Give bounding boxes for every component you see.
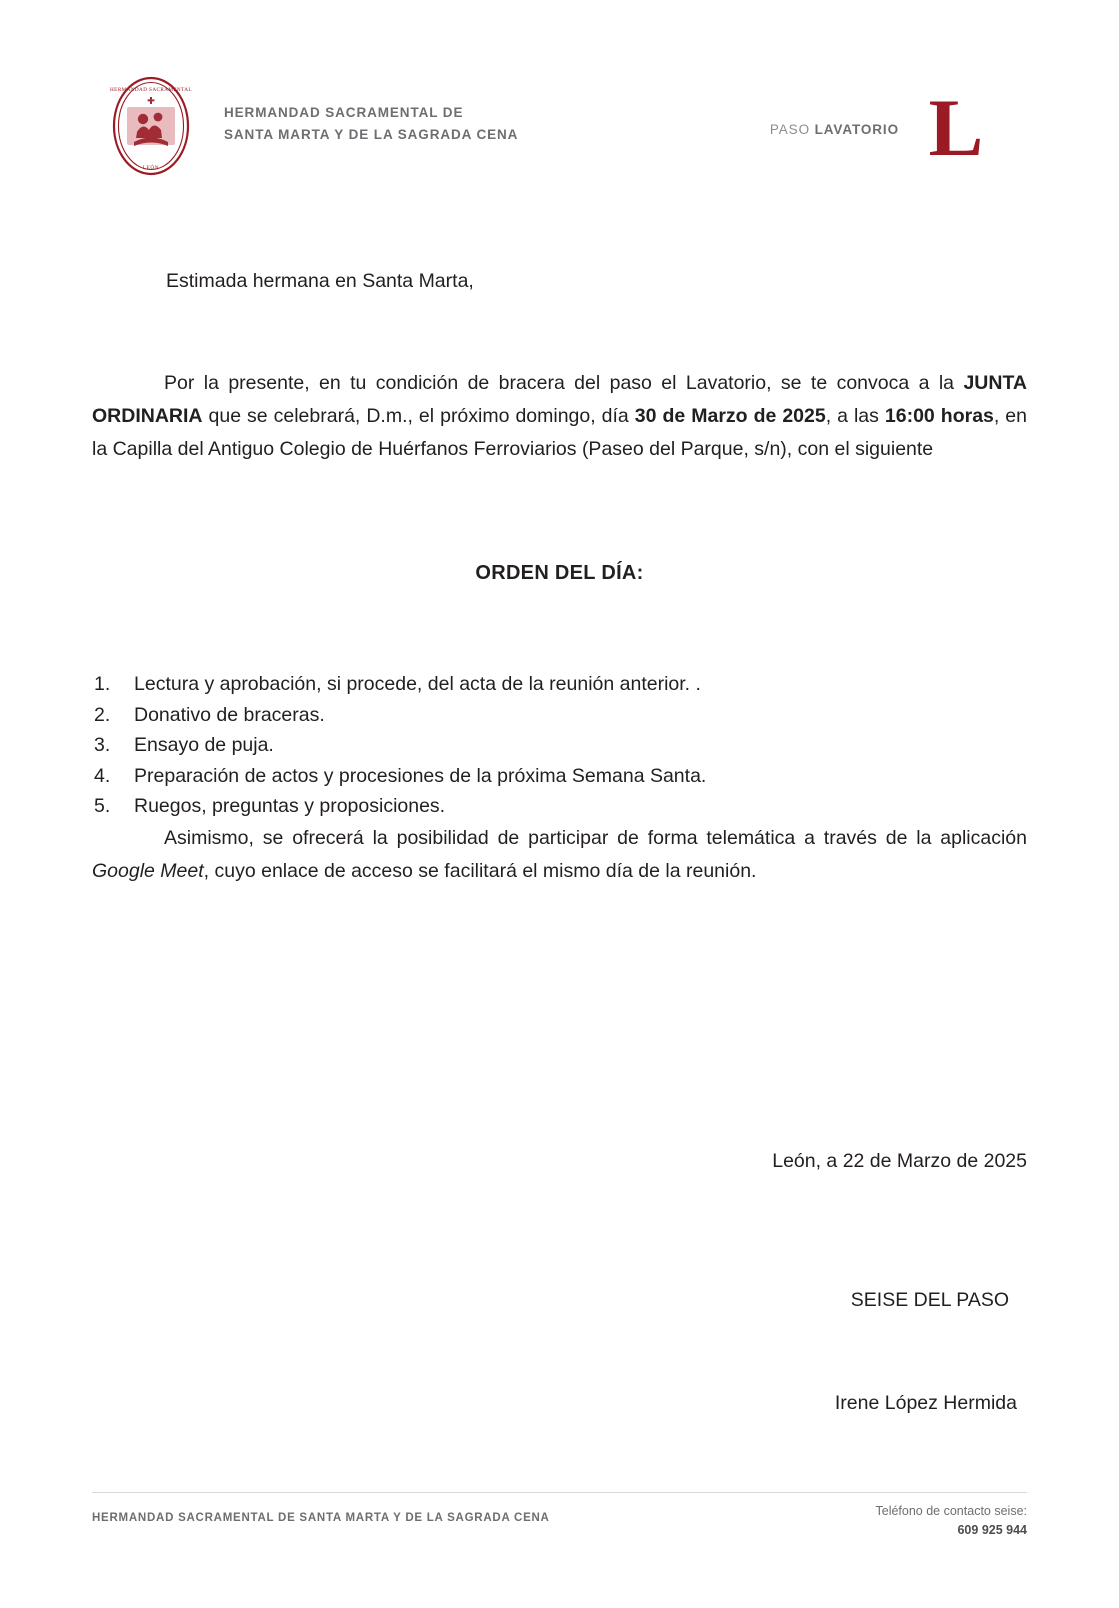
svg-text:LEÓN: LEÓN (142, 165, 160, 171)
place-and-date: León, a 22 de Marzo de 2025 (772, 1150, 1027, 1172)
list-item: Ensayo de puja. (134, 734, 274, 756)
para2-text1: Asimismo, se ofrecerá la posibilidad de participar de forma telemática a través de la aplicación (164, 826, 1027, 849)
para1-text3: , a las (825, 405, 885, 427)
letter-body (92, 270, 1027, 888)
footer-contact-label: Teléfono de contacto seise: (875, 1504, 1027, 1518)
footer-phone-number: 609 925 944 (957, 1523, 1027, 1537)
signature-name: Irene López Hermida (834, 1392, 1017, 1414)
document-header (92, 70, 1027, 180)
para1-text1: Por la presente, en tu condición de bracera del paso el Lavatorio, se te convoca a la (164, 372, 964, 394)
organization-name (224, 102, 518, 146)
para1-text4: , en la Capilla del Antiguo Colegio de Huérfanos Ferroviarios (Paseo del Parque, s/n), con el siguiente (92, 405, 1027, 460)
salutation: Estimada hermana en Santa Marta, (166, 270, 474, 292)
lavatorio-monogram-icon: L (928, 82, 984, 173)
list-item: Lectura y aprobación, si procede, del acta de la reunión anterior. . (134, 673, 701, 695)
footer-contact (876, 1502, 1028, 1540)
signature-role: SEISE DEL PASO (850, 1289, 1009, 1311)
paso-name: LAVATORIO (814, 122, 899, 137)
para1-bold-date: 30 de Marzo de 2025 (634, 405, 826, 427)
para2-text2: , cuyo enlace de acceso se facilitará el mismo día de la reunión. (203, 859, 757, 882)
list-item: Donativo de braceras. (134, 703, 325, 726)
agenda-list (92, 669, 1027, 822)
brotherhood-crest-icon (110, 74, 192, 178)
list-item: Ruegos, preguntas y proposiciones. (134, 795, 446, 817)
document-footer (92, 1492, 1027, 1548)
footer-divider (92, 1492, 1027, 1493)
paragraph-online-option (92, 822, 1027, 888)
list-item: Preparación de actos y procesiones de la próxima Semana Santa. (134, 764, 707, 787)
agenda-title: ORDEN DEL DÍA: (475, 562, 644, 584)
organization-name-line1: HERMANDAD SACRAMENTAL DE (224, 105, 464, 120)
signature-block (92, 1150, 1027, 1415)
svg-text:HERMANDAD SACRAMENTAL: HERMANDAD SACRAMENTAL (110, 87, 192, 93)
paso-prefix: PASO (769, 122, 815, 137)
para1-text2: que se celebrará, D.m., el próximo domingo, día (202, 405, 635, 427)
para2-app-name: Google Meet (92, 859, 204, 882)
para1-bold-junta: JUNTA ORDINARIA (92, 372, 1027, 427)
paragraph-convocation (92, 367, 1027, 466)
organization-name-line2: SANTA MARTA Y DE LA SAGRADA CENA (224, 127, 519, 142)
para1-bold-time: 16:00 horas (884, 405, 994, 427)
paso-label (770, 122, 899, 137)
footer-organization: HERMANDAD SACRAMENTAL DE SANTA MARTA Y DE LA SAGRADA CENA (92, 1512, 550, 1524)
